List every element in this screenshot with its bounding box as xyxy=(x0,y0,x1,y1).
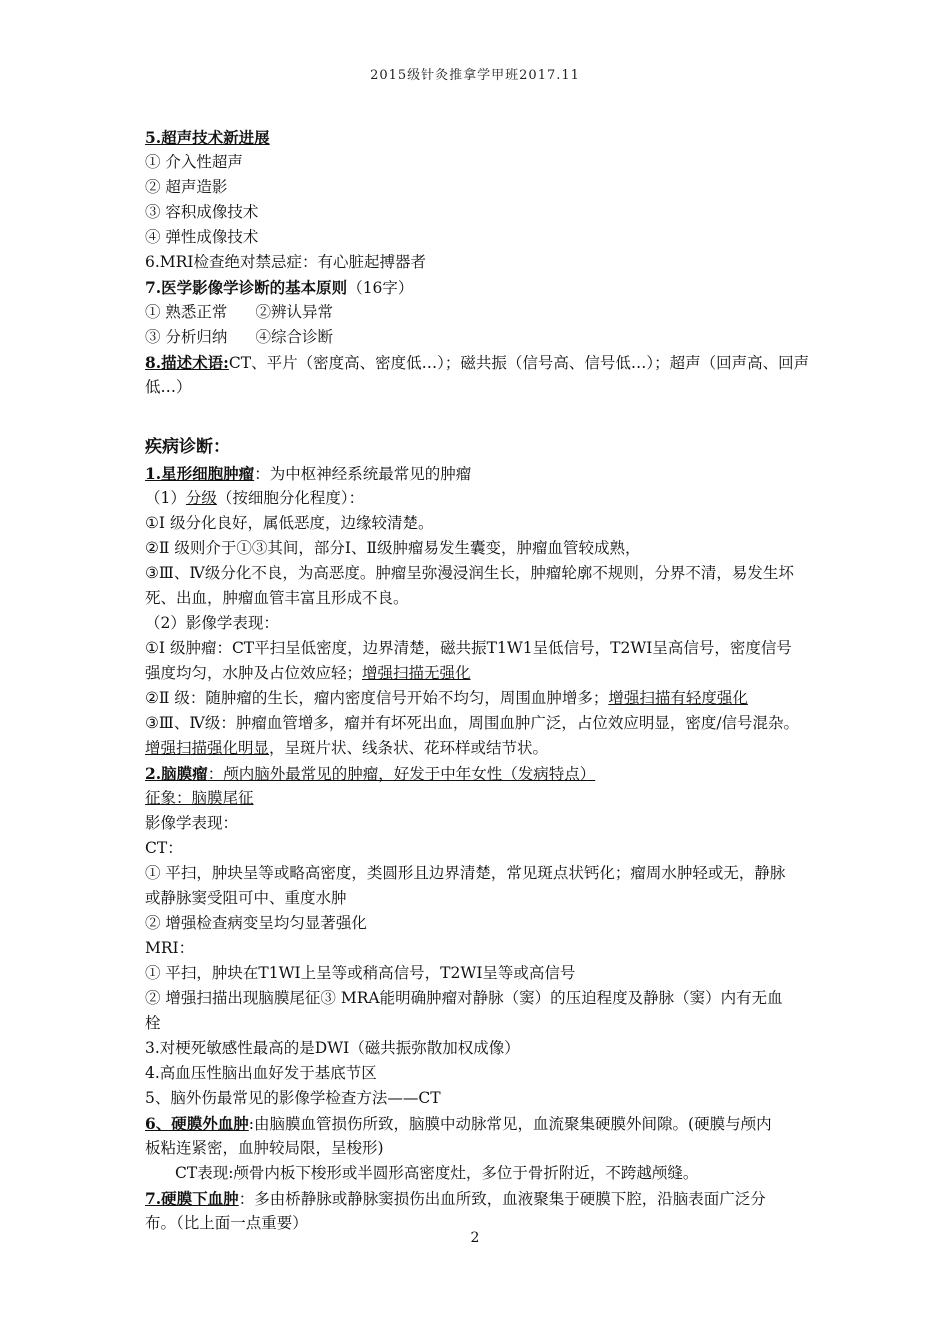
terminology-title: 8.描述术语: xyxy=(145,353,229,372)
meningioma-sign: 征象：脑膜尾征 xyxy=(145,789,254,807)
list-item: ① 介入性超声 xyxy=(145,153,243,171)
principle-item: ④综合诊断 xyxy=(255,328,333,346)
principles-row-2 xyxy=(145,325,815,350)
trauma-note: 5、脑外伤最常见的影像学检查方法——CT xyxy=(145,1089,441,1107)
grading-number: （1） xyxy=(145,489,186,507)
imaging-emphasis: 增强扫描强化明显 xyxy=(145,739,270,757)
mri-item: ① 平扫，肿块在T1WI上呈等或稍高信号，T2WI呈等或高信号 xyxy=(145,964,576,982)
epidural-desc-cont: 板粘连紧密，血肿较局限，呈梭形) xyxy=(145,1139,384,1157)
principle-item: ① 熟悉正常 xyxy=(145,303,228,321)
subdural-desc-cont: 布。（比上面一点重要） xyxy=(145,1214,308,1232)
astrocytoma-desc: ：为中枢神经系统最常见的肿瘤 xyxy=(254,465,472,483)
imaging-emphasis: 增强扫描有轻度强化 xyxy=(608,689,748,707)
grade-item-cont: 死、出血，肿瘤血管丰富且形成不良。 xyxy=(145,589,409,607)
ct-item: ② 增强检查病变呈均匀显著强化 xyxy=(145,914,367,932)
grading-heading xyxy=(145,486,815,511)
imaging-emphasis: 增强扫描无强化 xyxy=(362,664,471,682)
section-title: 疾病诊断： xyxy=(145,437,230,457)
imaging-text: ，呈斑片状、线条状、花环样或结节状。 xyxy=(269,739,549,757)
page-content xyxy=(145,125,815,1236)
astrocytoma xyxy=(145,461,815,486)
imaging-text: ②Ⅱ 级：随肿瘤的生长，瘤内密度信号开始不均匀，周围血肿增多； xyxy=(145,689,609,707)
imaging-item: ①Ⅰ 级肿瘤：CT平扫呈低密度，边界清楚，磁共振T1W1呈低信号，T2WI呈高信号，密度信号 xyxy=(145,639,792,657)
list-item: ③ 容积成像技术 xyxy=(145,203,259,221)
epidural-hematoma xyxy=(145,1111,815,1136)
epidural-ct: CT表现:颅骨内板下梭形或半圆形高密度灶，多位于骨折附近，不跨越颅缝。 xyxy=(175,1164,699,1182)
subdural-title: 7.硬膜下血肿 xyxy=(145,1189,239,1208)
terminology-text: CT、平片（密度高、密度低…）；磁共振（信号高、信号低…）；超声（回声高、回声 xyxy=(228,354,810,372)
subdural-hematoma xyxy=(145,1186,815,1211)
principle-item: ③ 分析归纳 xyxy=(145,328,228,346)
page-number: 2 xyxy=(470,1230,480,1246)
imaging-item xyxy=(145,686,815,711)
meningioma-title: 2.脑膜瘤 xyxy=(145,764,208,783)
imaging-item-cont xyxy=(145,736,815,761)
meningioma-desc: ：颅内脑外最常见的肿瘤，好发于中年女性（发病特点） xyxy=(207,765,596,783)
grading-note: （按细胞分化程度）： xyxy=(216,489,365,507)
subdural-desc: ：多由桥静脉或静脉窦损伤出血所致，血液聚集于硬膜下腔，沿脑表面广泛分 xyxy=(238,1190,766,1208)
list-item: ② 超声造影 xyxy=(145,178,228,196)
grade-item: ③Ⅲ、Ⅳ级分化不良，为高恶度。肿瘤呈弥漫浸润生长，肿瘤轮廓不规则，分界不清，易发生坏 xyxy=(145,564,794,582)
hemorrhage-note: 4.高血压性脑出血好发于基底节区 xyxy=(145,1064,377,1082)
mri-contraindication: 6.MRI检查绝对禁忌症：有心脏起搏器者 xyxy=(145,253,426,271)
astrocytoma-title: 1.星形细胞肿瘤 xyxy=(145,464,255,483)
imaging-heading: （2）影像学表现： xyxy=(145,614,279,632)
ct-item-cont: 或静脉窦受阻可中、重度水肿 xyxy=(145,889,347,907)
ct-heading: CT： xyxy=(145,839,183,857)
mri-item: ② 增强扫描出现脑膜尾征③ MRA能明确肿瘤对静脉（窦）的压迫程度及静脉（窦）内有无血 xyxy=(145,989,783,1007)
epidural-desc: :由脑膜血管损伤所致，脑膜中动脉常见，血流聚集硬膜外间隙。(硬膜与颅内 xyxy=(248,1115,772,1133)
grade-item: ②Ⅱ 级则介于①③其间，部分Ⅰ、Ⅱ级肿瘤易发生囊变，肿瘤血管较成熟， xyxy=(145,539,641,557)
diagnosis-principles-title: 7.医学影像学诊断的基本原则 xyxy=(145,278,348,297)
imaging-text: 强度均匀，水肿及占位效应轻； xyxy=(145,664,363,682)
principle-item: ②辨认异常 xyxy=(255,303,333,321)
ct-item: ① 平扫，肿块呈等或略高密度，类圆形且边界清楚，常见斑点状钙化；瘤周水肿轻或无，静脉 xyxy=(145,864,786,882)
grading-label: 分级 xyxy=(185,489,217,507)
imaging-heading: 影像学表现： xyxy=(145,814,239,832)
terminology-cont: 低…） xyxy=(145,378,192,396)
grade-item: ①Ⅰ 级分化良好，属低恶度，边缘较清楚。 xyxy=(145,514,434,532)
diagnosis-principles-note: （16字） xyxy=(347,279,414,297)
mri-item-cont: 栓 xyxy=(145,1014,161,1032)
terminology xyxy=(145,350,815,375)
meningioma xyxy=(145,761,815,786)
page-header: 2015级针灸推拿学甲班2017.11 xyxy=(370,68,580,83)
mri-heading: MRI： xyxy=(145,939,195,957)
principles-row-1 xyxy=(145,300,815,325)
chapter-title xyxy=(145,400,815,434)
epidural-title: 6、硬膜外血肿 xyxy=(145,1114,249,1133)
diagnosis-principles xyxy=(145,275,815,300)
infarct-note: 3.对梗死敏感性最高的是DWI（磁共振弥散加权成像） xyxy=(145,1039,520,1057)
imaging-item: ③Ⅲ、Ⅳ级：肿瘤血管增多，瘤并有坏死出血，周围血肿广泛，占位效应明显，密度/信号混杂。 xyxy=(145,714,800,732)
heading-ultrasound-advances: 5.超声技术新进展 xyxy=(145,128,270,147)
list-item: ④ 弹性成像技术 xyxy=(145,228,259,246)
imaging-item-cont xyxy=(145,661,815,686)
